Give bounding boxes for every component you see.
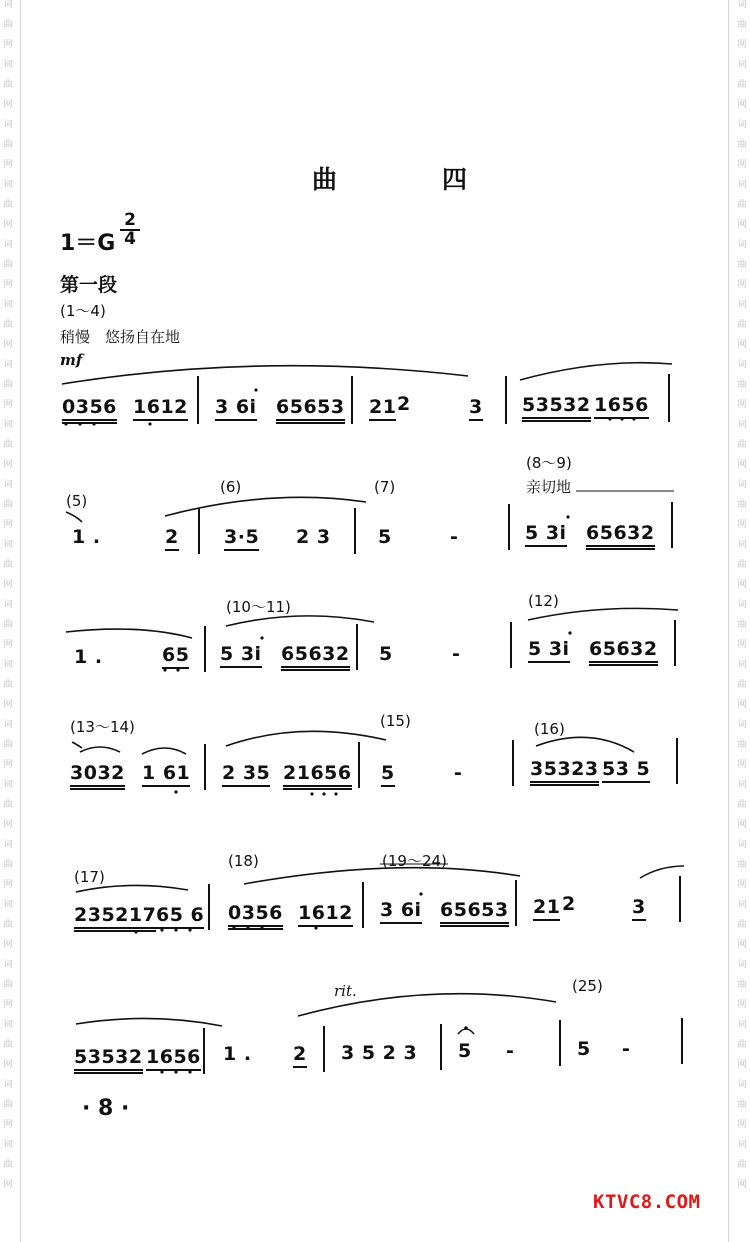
watermark-char: 词 (3, 480, 13, 490)
watermark-char: 曲 (3, 740, 13, 750)
watermark-char: 词 (737, 900, 747, 910)
watermark-char: 网 (3, 1180, 13, 1190)
watermark-char: 网 (3, 700, 13, 710)
note: 3 (632, 896, 646, 921)
dot (464, 1026, 468, 1030)
dot (419, 892, 422, 895)
dot (568, 631, 571, 634)
measure-number-6: (6) (220, 478, 242, 496)
watermark-char: 网 (737, 400, 747, 410)
watermark-char: 曲 (3, 80, 13, 90)
measure-number-intro: (1～4) (60, 302, 106, 320)
page-number: · 8 · (82, 1096, 130, 1121)
note-group: 3 5 2 3 (341, 1042, 418, 1064)
note: 5 (379, 643, 393, 665)
watermark-char: 曲 (737, 260, 747, 270)
watermark-char: 曲 (737, 80, 747, 90)
note-group: 1 61 (142, 762, 190, 787)
watermark-char: 词 (737, 1080, 747, 1090)
note: 3 (469, 396, 483, 421)
watermark-char: 曲 (3, 380, 13, 390)
note-group: 1 . (223, 1043, 252, 1065)
watermark-char: 网 (3, 820, 13, 830)
dot (160, 1070, 163, 1073)
dot (314, 926, 317, 929)
slur (520, 363, 672, 380)
measure-number-7: (7) (374, 478, 396, 496)
watermark-char: 网 (3, 940, 13, 950)
watermark-char: 网 (737, 1180, 747, 1190)
dot (620, 417, 623, 420)
watermark-char: 曲 (737, 1100, 747, 1110)
watermark-char: 网 (737, 700, 747, 710)
dash: - (506, 1040, 515, 1062)
watermark-char: 词 (737, 480, 747, 490)
watermark-char: 词 (3, 780, 13, 790)
slur (298, 994, 556, 1016)
watermark-char: 词 (737, 660, 747, 670)
note-group: 1612 (298, 902, 353, 927)
watermark-char: 词 (3, 180, 13, 190)
watermark-char: 曲 (737, 200, 747, 210)
watermark-char: 曲 (737, 800, 747, 810)
note-group: 65632 (586, 522, 655, 550)
watermark-char: 词 (737, 420, 747, 430)
note-group: 5 3i (220, 643, 262, 668)
watermark-char: 词 (737, 300, 747, 310)
tempo-direction: 稍慢 悠扬自在地 (60, 328, 181, 346)
slur (66, 629, 192, 638)
site-logo: KTVC8.COM (593, 1191, 701, 1213)
note-group: 0356 (62, 396, 117, 424)
watermark-char: 词 (3, 60, 13, 70)
dot (134, 930, 137, 933)
watermark-char: 网 (737, 160, 747, 170)
note-group: 3032 (70, 762, 125, 790)
watermark-char: 词 (737, 1140, 747, 1150)
watermark-char: 词 (737, 600, 747, 610)
note-group: 1 . (74, 646, 103, 668)
note-group: 65632 (589, 638, 658, 666)
slur (66, 512, 82, 522)
measure-number-10-11: (10～11) (226, 598, 291, 616)
watermark-char: 曲 (737, 380, 747, 390)
time-signature-bottom: 4 (124, 229, 136, 249)
watermark-char: 词 (3, 720, 13, 730)
watermark-char: 曲 (737, 320, 747, 330)
dot (632, 417, 635, 420)
watermark-char: 曲 (3, 1100, 13, 1110)
watermark-char: 词 (3, 1020, 13, 1030)
watermark-char: 词 (3, 960, 13, 970)
dot (260, 926, 263, 929)
watermark-char: 曲 (3, 920, 13, 930)
dot (78, 422, 81, 425)
section-heading: 第一段 (60, 274, 118, 296)
watermark-char: 曲 (3, 980, 13, 990)
watermark-char: 网 (737, 280, 747, 290)
watermark-char: 网 (737, 1000, 747, 1010)
watermark-char: 网 (737, 340, 747, 350)
watermark-char: 网 (737, 1060, 747, 1070)
note-group: 2 3 (296, 526, 331, 548)
watermark-char: 词 (3, 120, 13, 130)
watermark-char: 曲 (737, 1040, 747, 1050)
watermark-char: 词 (3, 360, 13, 370)
note-group: 3·5 (224, 526, 259, 551)
note-group: 21 (533, 896, 560, 921)
note-group: 5 3i (525, 522, 567, 547)
watermark-char: 词 (737, 540, 747, 550)
note-group: 65 6 (156, 904, 204, 929)
watermark-char: 词 (3, 0, 13, 10)
measure-number-13-14: (13～14) (70, 718, 135, 736)
note-group: 65653 (276, 396, 345, 424)
watermark-char: 词 (737, 240, 747, 250)
watermark-char: 网 (3, 400, 13, 410)
watermark-char: 曲 (3, 20, 13, 30)
note: 2 (562, 893, 576, 915)
note-group: 1656 (146, 1046, 201, 1071)
dot (160, 928, 163, 931)
note-group: 65653 (440, 899, 509, 927)
note-group: 65 (162, 644, 189, 669)
measure-number-17: (17) (74, 868, 105, 886)
watermark-char: 曲 (3, 560, 13, 570)
measure-number-18: (18) (228, 852, 259, 870)
watermark-char: 曲 (737, 620, 747, 630)
watermark-char: 网 (737, 880, 747, 890)
dot (310, 792, 313, 795)
note-group: 0356 (228, 902, 283, 930)
note-group: 235217 (74, 904, 156, 932)
watermark-char: 网 (737, 100, 747, 110)
note-group: 1656 (594, 394, 649, 419)
watermark-char: 词 (3, 1140, 13, 1150)
watermark-char: 网 (3, 1060, 13, 1070)
key-signature: 1＝G (60, 231, 116, 256)
watermark-char: 词 (737, 1020, 747, 1030)
dot (232, 926, 235, 929)
watermark-char: 词 (3, 300, 13, 310)
watermark-char: 词 (737, 840, 747, 850)
note-group: 53 5 (602, 758, 650, 783)
watermark-char: 词 (3, 240, 13, 250)
note-group: 3 6i (380, 899, 422, 924)
watermark-char: 网 (3, 460, 13, 470)
measure-number-12: (12) (528, 592, 559, 610)
expression-direction: 亲切地 (526, 478, 572, 496)
watermark-char: 曲 (737, 920, 747, 930)
watermark-char: 词 (737, 0, 747, 10)
measure-number-19-24: (19～24) (382, 852, 447, 870)
watermark-char: 词 (3, 540, 13, 550)
slur (226, 731, 386, 746)
score-title: 曲 四 (312, 165, 508, 194)
dynamic-marking: mf (60, 351, 83, 369)
note-group: 1 . (72, 526, 101, 548)
note: 5 (378, 526, 392, 548)
dot (176, 668, 179, 671)
watermark-char: 网 (737, 940, 747, 950)
slur (76, 1018, 222, 1026)
dot (174, 928, 177, 931)
watermark-char: 曲 (3, 440, 13, 450)
watermark-char: 网 (737, 820, 747, 830)
watermark-char: 网 (737, 1120, 747, 1130)
watermark-char: 词 (737, 180, 747, 190)
watermark-char: 网 (737, 760, 747, 770)
watermark-char: 网 (3, 160, 13, 170)
slur (536, 737, 634, 752)
dot (64, 422, 67, 425)
watermark-char: 曲 (737, 1160, 747, 1170)
watermark-char: 曲 (3, 320, 13, 330)
dot (608, 417, 611, 420)
slur (226, 616, 374, 626)
watermark-char: 网 (737, 520, 747, 530)
dot (246, 926, 249, 929)
watermark-char: 词 (737, 60, 747, 70)
note-group: 21 (369, 396, 396, 421)
watermark-char: 词 (3, 900, 13, 910)
ritardando-marking: rit. (334, 982, 357, 1000)
watermark-char: 网 (3, 340, 13, 350)
dot (188, 1070, 191, 1073)
dot (188, 928, 191, 931)
dot (92, 422, 95, 425)
watermark-char: 曲 (3, 800, 13, 810)
watermark-char: 网 (3, 760, 13, 770)
watermark-char: 词 (3, 600, 13, 610)
watermark-char: 曲 (3, 860, 13, 870)
note-group: 53532 (522, 394, 591, 422)
watermark-char: 网 (737, 40, 747, 50)
note-group: 2 35 (222, 762, 270, 787)
note-group: 5 3i (528, 638, 570, 663)
watermark-char: 词 (3, 420, 13, 430)
dot (260, 636, 263, 639)
measure-number-15: (15) (380, 712, 411, 730)
note: 5 (577, 1038, 591, 1060)
measure-number-5: (5) (66, 492, 88, 510)
watermark-char: 词 (3, 660, 13, 670)
dot (174, 1070, 177, 1073)
watermark-char: 曲 (737, 740, 747, 750)
note-group: 65632 (281, 643, 350, 671)
watermark-char: 词 (3, 1080, 13, 1090)
slur (62, 366, 468, 384)
watermark-char: 曲 (3, 140, 13, 150)
watermark-char: 网 (3, 40, 13, 50)
dot (334, 792, 337, 795)
dot (254, 388, 257, 391)
watermark-char: 词 (737, 120, 747, 130)
note-group: 3 6i (215, 396, 257, 421)
watermark-char: 网 (737, 460, 747, 470)
dot (566, 515, 569, 518)
time-signature-top: 2 (120, 212, 140, 231)
measure-number-8-9: (8～9) (526, 454, 572, 472)
watermark-char: 曲 (737, 860, 747, 870)
dot (163, 668, 166, 671)
measure-number-25: (25) (572, 977, 603, 995)
measure-number-16: (16) (534, 720, 565, 738)
watermark-char: 曲 (3, 1160, 13, 1170)
dash: - (622, 1038, 631, 1060)
watermark-char: 网 (3, 880, 13, 890)
note-group: 35323 (530, 758, 599, 786)
watermark-char: 网 (3, 100, 13, 110)
watermark-char: 曲 (737, 560, 747, 570)
dot (322, 792, 325, 795)
watermark-char: 曲 (737, 20, 747, 30)
dash: - (452, 643, 461, 665)
note: 2 (165, 526, 179, 551)
slur (72, 742, 82, 748)
slur (142, 748, 186, 754)
note: 2 (397, 393, 411, 415)
note: 2 (293, 1043, 307, 1068)
watermark-char: 网 (737, 220, 747, 230)
watermark-char: 网 (3, 1000, 13, 1010)
note-group: 53532 (74, 1046, 143, 1074)
watermark-char: 曲 (737, 440, 747, 450)
watermark-char: 曲 (3, 500, 13, 510)
watermark-char: 曲 (3, 620, 13, 630)
watermark-char: 词 (737, 780, 747, 790)
fermata-note: 5 (458, 1040, 472, 1062)
watermark-char: 网 (3, 220, 13, 230)
watermark-char: 网 (3, 280, 13, 290)
watermark-char: 曲 (737, 980, 747, 990)
watermark-char: 词 (3, 840, 13, 850)
watermark-char: 网 (737, 640, 747, 650)
dot (174, 790, 177, 793)
slur (528, 608, 678, 620)
watermark-char: 曲 (3, 200, 13, 210)
dash: - (454, 762, 463, 784)
watermark-char: 曲 (737, 680, 747, 690)
watermark-char: 网 (3, 640, 13, 650)
note-group: 1612 (133, 396, 188, 421)
watermark-char: 网 (3, 1120, 13, 1130)
dash: - (450, 526, 459, 548)
watermark-char: 曲 (3, 1040, 13, 1050)
note: 5 (381, 762, 395, 787)
slur (244, 868, 520, 884)
watermark-char: 网 (3, 580, 13, 590)
slur (80, 747, 120, 752)
watermark-char: 词 (737, 960, 747, 970)
watermark-char: 曲 (3, 680, 13, 690)
watermark-char: 词 (737, 720, 747, 730)
watermark-char: 词 (737, 360, 747, 370)
slur (640, 866, 684, 878)
watermark-char: 曲 (737, 500, 747, 510)
slur (165, 497, 366, 516)
slur (76, 885, 188, 892)
watermark-char: 曲 (737, 140, 747, 150)
watermark-char: 网 (3, 520, 13, 530)
watermark-char: 曲 (3, 260, 13, 270)
watermark-char: 网 (737, 580, 747, 590)
dot (148, 422, 151, 425)
note-group: 21656 (283, 762, 352, 790)
